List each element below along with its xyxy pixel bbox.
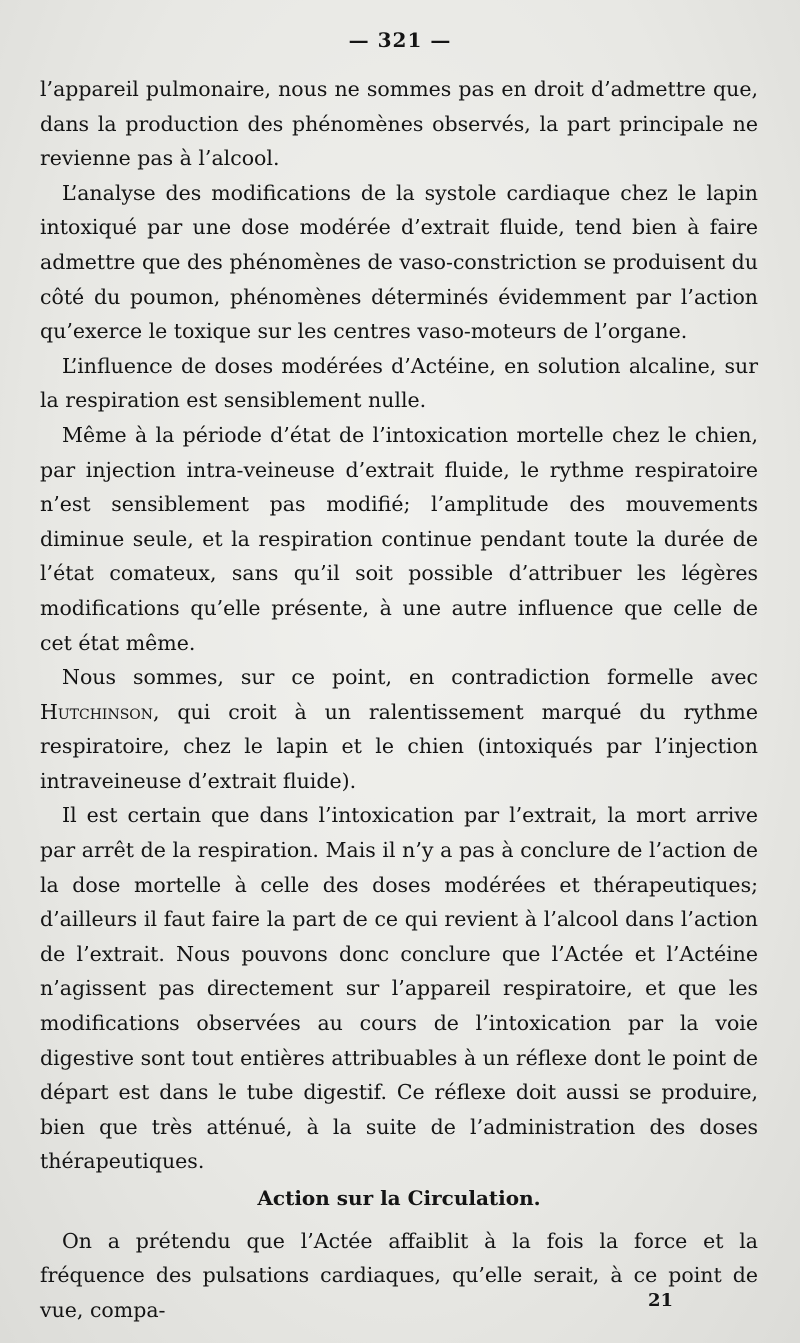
paragraph-contradiction	[40, 660, 758, 798]
page-number: — 321 —	[348, 28, 452, 52]
paragraph-continuation: l’appareil pulmonaire, nous ne sommes pas en droit d’admettre que, dans la production des phénomènes observés, la part principale ne revienne pas à l’alcool.	[40, 77, 758, 171]
paragraph-mortal-intoxication: Même à la période d’état de l’intoxication mortelle chez le chien, par injection intra-veineuse d’extrait fluide, le rythme respiratoire n’est sensiblement pas modifié; l’amplitude des mouvements diminue seule, et la respiration continue pendant toute la durée de l’état comateux, sans qu’il soit possible d’attribuer les légères modifications qu’elle présente, à une autre influence que celle de cet état même.	[40, 422, 758, 655]
paragraph-acteine-influence: L’influence de doses modérées d’Actéine, en solution alcaline, sur la respiration est sensiblement nulle.	[40, 353, 758, 413]
author-name: Hutchinson	[40, 699, 154, 724]
paragraph-systole-analysis: L’analyse des modifications de la systole cardiaque chez le lapin intoxiqué par une dose modérée d’extrait fluide, tend bien à faire admettre que des phénomènes de vaso-constriction se produisent du côté du poumon, phénomènes déterminés évidemment par l’action qu’exerce le toxique sur les centres vaso-moteurs de l’organe.	[40, 180, 758, 344]
body-text	[40, 72, 758, 1327]
paragraph-circulation: On a prétendu que l’Actée affaiblit à la fois la force et la fréquence des pulsations cardiaques, qu’elle serait, à ce point de vue, compa-	[40, 1228, 758, 1322]
paragraph-contradiction-start: Nous sommes, sur ce point, en contradiction formelle avec	[62, 665, 758, 690]
section-title: Action sur la Circulation.	[257, 1186, 541, 1210]
signature-mark: 21	[648, 1290, 674, 1311]
paragraph-contradiction-rest: , qui croit à un ralentissement marqué du rythme respiratoire, chez le lapin et le chien (intoxiqués par l’injection intraveineuse d’extrait fluide).	[40, 699, 758, 793]
paragraph-conclusion: Il est certain que dans l’intoxication par l’extrait, la mort arrive par arrêt de la respiration. Mais il n’y a pas à conclure de l’action de la dose mortelle à celle des doses modérées et thérapeutiques; d’ailleurs il faut faire la part de ce qui revient à l’alcool dans l’action de l’extrait. Nous pouvons donc conclure que l’Actée et l’Actéine n’agissent pas directement sur l’appareil respiratoire, et que les modifications observées au cours de l’intoxication par la voie digestive sont tout entières attribuables à un réflexe dont le point de départ est dans le tube digestif. Ce réflexe doit aussi se produire, bien que très atténué, à la suite de l’administration des doses thérapeutiques.	[40, 803, 758, 1174]
